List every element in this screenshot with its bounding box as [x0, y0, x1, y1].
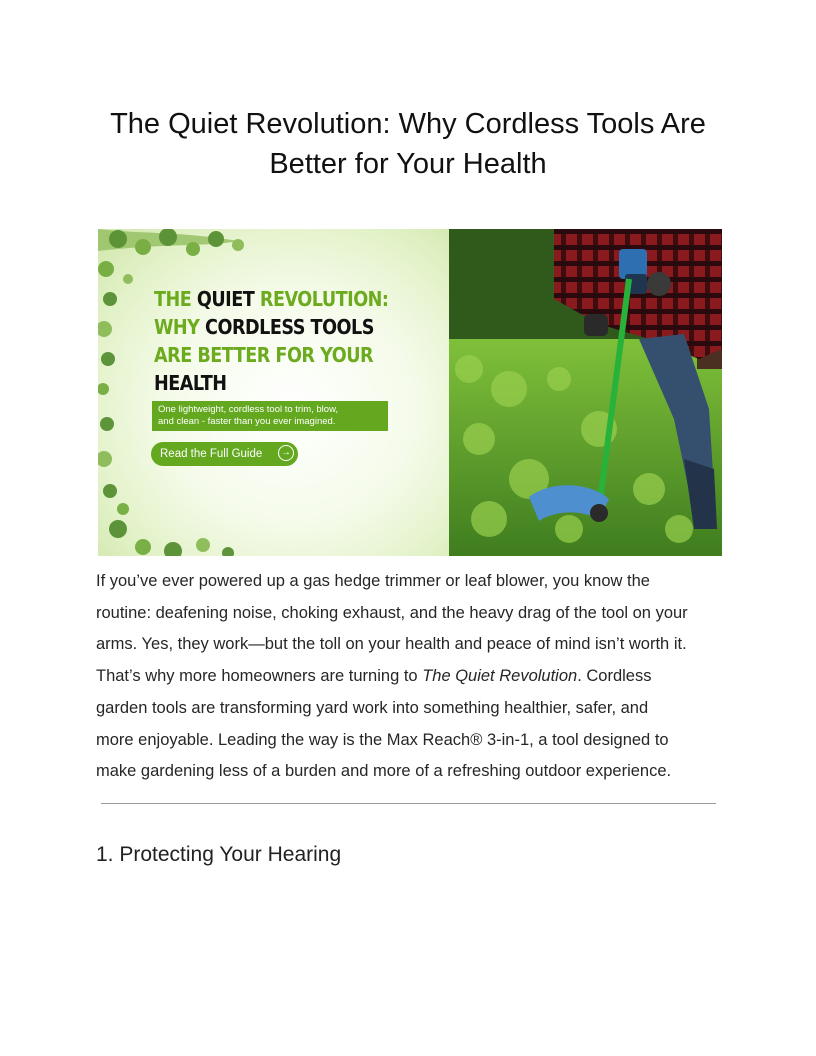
intro-paragraph [96, 566, 726, 788]
banner-tagline [152, 401, 388, 431]
arrow-right-circle-icon: → [278, 445, 294, 461]
title-line-1: The Quiet Revolution: Why Cordless Tools Are [110, 108, 706, 140]
paragraph-line: arms. Yes, they work—but the toll on your health and peace of mind isn’t worth it. [96, 635, 687, 654]
document-title [96, 104, 720, 184]
paragraph-line: garden tools are transforming yard work into something healthier, safer, and [96, 698, 649, 717]
paragraph-line: routine: deafening noise, choking exhaust, and the heavy drag of the tool on your [96, 603, 688, 622]
tagline-line-2: and clean - faster than you ever imagined. [158, 416, 336, 427]
paragraph-line: make gardening less of a burden and more of a refreshing outdoor experience. [96, 762, 672, 781]
trimmer-photo-illustration [449, 229, 722, 556]
title-line-2: Better for Your Health [269, 148, 547, 180]
read-full-guide-button[interactable] [151, 442, 298, 466]
paragraph-line [96, 661, 726, 693]
horizontal-divider [101, 803, 716, 804]
headline-word: THE [154, 287, 197, 311]
text-run: . Cordless [577, 667, 652, 686]
paragraph-line: more enjoyable. Leading the way is the Max Reach® 3-in-1, a tool designed to [96, 730, 669, 749]
italic-title-run: The Quiet Revolution [422, 667, 578, 686]
headline-word: REVOLUTION: [259, 287, 389, 311]
cta-label: Read the Full Guide [160, 448, 263, 460]
headline-word: CORDLESS TOOLS [205, 315, 374, 339]
text-run: That’s why more homeowners are turning to [96, 667, 423, 686]
headline-word: WHY [154, 315, 206, 339]
banner-text-panel [98, 229, 449, 556]
banner-headline [154, 285, 388, 397]
cordless-trimmer-photo [449, 229, 722, 556]
hero-banner-image [98, 229, 722, 556]
headline-line: HEALTH [154, 371, 227, 395]
headline-line: ARE BETTER FOR YOUR [154, 343, 374, 367]
paragraph-line: If you’ve ever powered up a gas hedge trimmer or leaf blower, you know the [96, 572, 650, 590]
section-heading-protecting-hearing: 1. Protecting Your Hearing [96, 843, 342, 866]
tagline-line-1: One lightweight, cordless tool to trim, blow, [158, 404, 339, 415]
headline-word: QUIET [196, 287, 260, 311]
